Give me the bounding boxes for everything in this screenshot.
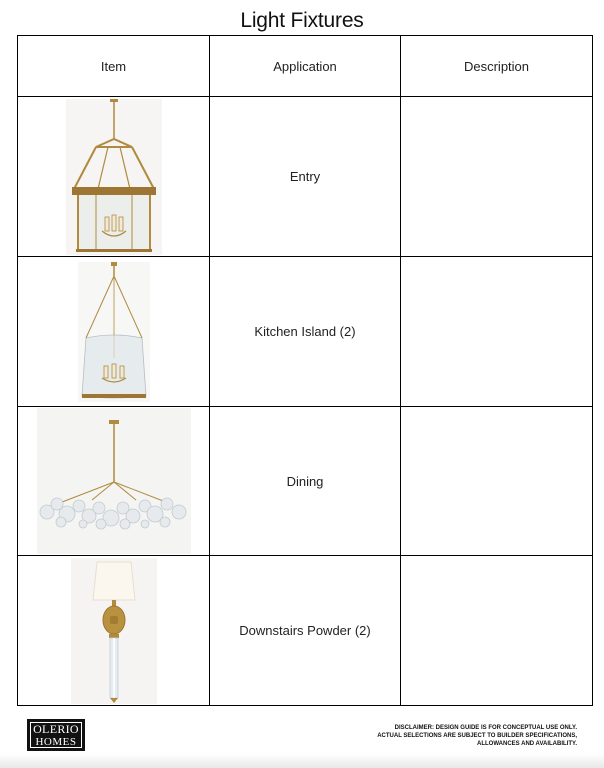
fixtures-table xyxy=(17,35,593,706)
application-cell: Entry xyxy=(210,97,401,257)
page-title: Light Fixtures xyxy=(240,9,364,32)
item-cell xyxy=(18,97,210,257)
bubble-chandelier-icon xyxy=(37,408,191,554)
table-row xyxy=(18,556,593,706)
table-header-row xyxy=(18,36,593,97)
description-cell xyxy=(401,407,593,556)
company-logo xyxy=(27,719,85,751)
header-application: Application xyxy=(210,36,401,97)
page-bottom-shadow xyxy=(0,754,604,768)
item-cell xyxy=(18,257,210,407)
header-description: Description xyxy=(401,36,593,97)
item-cell xyxy=(18,407,210,556)
disclaimer-line: ALLOWANCES AND AVAILABILITY. xyxy=(477,741,577,747)
table-row xyxy=(18,97,593,257)
table-row xyxy=(18,407,593,556)
application-cell: Dining xyxy=(210,407,401,556)
item-cell xyxy=(18,556,210,706)
description-cell xyxy=(401,97,593,257)
logo-line-1: OLERIO xyxy=(33,722,79,736)
wall-sconce-icon xyxy=(71,558,157,704)
description-cell xyxy=(401,556,593,706)
lantern-pendant-icon xyxy=(66,99,162,255)
application-cell: Kitchen Island (2) xyxy=(210,257,401,407)
disclaimer-line: DISCLAIMER: DESIGN GUIDE IS FOR CONCEPTUAL USE ONLY. xyxy=(394,725,577,731)
description-cell xyxy=(401,257,593,407)
table-row xyxy=(18,257,593,407)
cone-glass-pendant-icon xyxy=(78,262,150,402)
header-item: Item xyxy=(18,36,210,97)
application-cell: Downstairs Powder (2) xyxy=(210,556,401,706)
disclaimer xyxy=(347,724,577,748)
logo-line-2: HOMES xyxy=(35,736,77,748)
disclaimer-line: ACTUAL SELECTIONS ARE SUBJECT TO BUILDER SPECIFICATIONS, xyxy=(377,733,577,739)
